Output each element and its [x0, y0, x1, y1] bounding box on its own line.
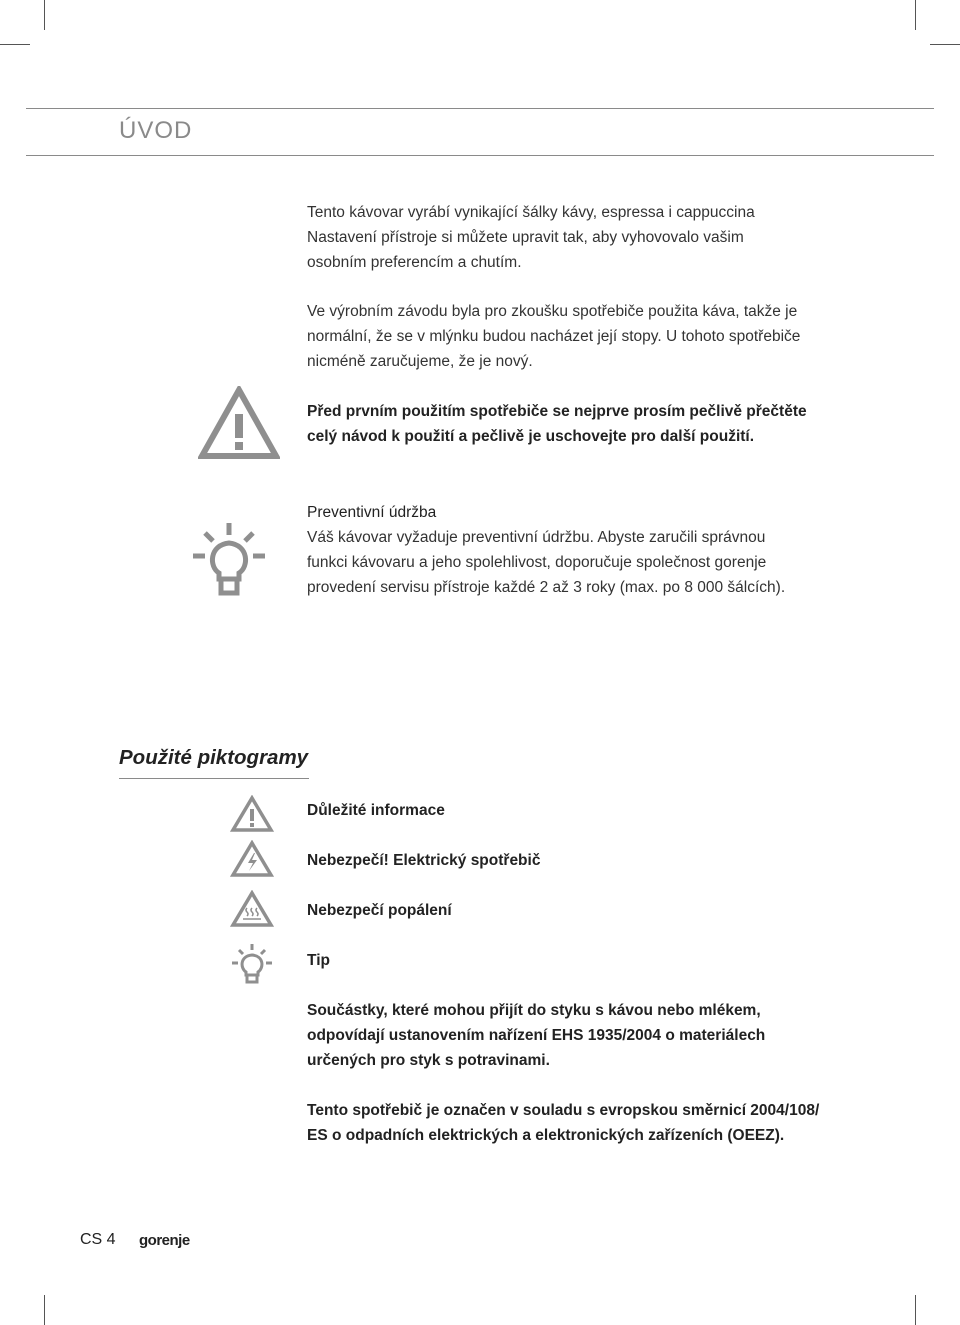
warning-text: [307, 399, 907, 449]
text-line: odpovídají ustanovením nařízení EHS 1935/2004 o materiálech: [307, 1027, 766, 1044]
text-line: Váš kávovar vyžaduje preventivní údržbu. Abyste zaručili správnou: [307, 529, 766, 546]
lightbulb-icon: [193, 521, 265, 597]
text-line: Ve výrobním závodu byla pro zkoušku spotřebiče použita káva, takže je: [307, 303, 798, 320]
text-line: funkci kávovaru a jeho spolehlivost, doporučuje společnost gorenje: [307, 554, 767, 571]
weee-note: [307, 1098, 907, 1148]
picto-label-important: Důležité informace: [307, 802, 445, 819]
hot-surface-icon: [230, 890, 274, 928]
picto-warning-triangle-icon: [230, 795, 274, 833]
text-line: osobním preferencím a chutím.: [307, 254, 522, 271]
text-line: Tento spotřebič je označen v souladu s evropskou směrnicí 2004/108/: [307, 1102, 820, 1119]
picto-lightbulb-icon: [232, 944, 272, 984]
page-number: CS 4: [80, 1231, 116, 1248]
title-rule-bottom: [26, 155, 934, 156]
text-line: nicméně zaručujeme, že je nový.: [307, 353, 533, 370]
text-line: ES o odpadních elektrických a elektronických zařízeních (OEEZ).: [307, 1127, 785, 1144]
crop-mark-top-right: [915, 0, 916, 30]
pictograms-heading: Použité piktogramy: [119, 746, 309, 769]
text-line: normální, že se v mlýnku budou nacházet její stopy. U tohoto spotřebiče: [307, 328, 801, 345]
text-line: provedení servisu přístroje každé 2 až 3 roky (max. po 8 000 šálcích).: [307, 579, 786, 596]
crop-mark-top-left: [44, 0, 45, 30]
brand-logo: gorenje: [139, 1232, 190, 1249]
text-line: určených pro styk s potravinami.: [307, 1052, 550, 1069]
pictograms-heading-rule: [119, 778, 309, 779]
title-rule-top: [26, 108, 934, 109]
intro-paragraph-2: [307, 299, 907, 374]
picto-label-burn: Nebezpečí popálení: [307, 902, 452, 919]
text-line: Před prvním použitím spotřebiče se nejprve prosím pečlivě přečtěte: [307, 403, 807, 420]
text-line: celý návod k použití a pečlivě je uschovejte pro další použití.: [307, 428, 755, 445]
maintenance-heading: Preventivní údržba: [307, 504, 437, 521]
crop-mark-bottom-right: [915, 1295, 916, 1325]
picto-label-tip: Tip: [307, 952, 330, 969]
page-title: ÚVOD: [119, 117, 193, 144]
electric-hazard-icon: [230, 840, 274, 878]
crop-mark-top-left-h: [0, 44, 30, 45]
crop-mark-bottom-left: [44, 1295, 45, 1325]
text-line: Součástky, které mohou přijít do styku s kávou nebo mlékem,: [307, 1002, 761, 1019]
text-line: Tento kávovar vyrábí vynikající šálky kávy, espressa i cappuccina: [307, 204, 755, 221]
food-contact-note: [307, 998, 907, 1073]
maintenance-block: [307, 500, 907, 600]
picto-label-electric: Nebezpečí! Elektrický spotřebič: [307, 852, 541, 869]
warning-triangle-icon: [198, 386, 280, 460]
crop-mark-top-right-h: [930, 44, 960, 45]
text-line: Nastavení přístroje si můžete upravit tak, aby vyhovovalo vašim: [307, 229, 744, 246]
intro-paragraph-1: [307, 200, 907, 275]
